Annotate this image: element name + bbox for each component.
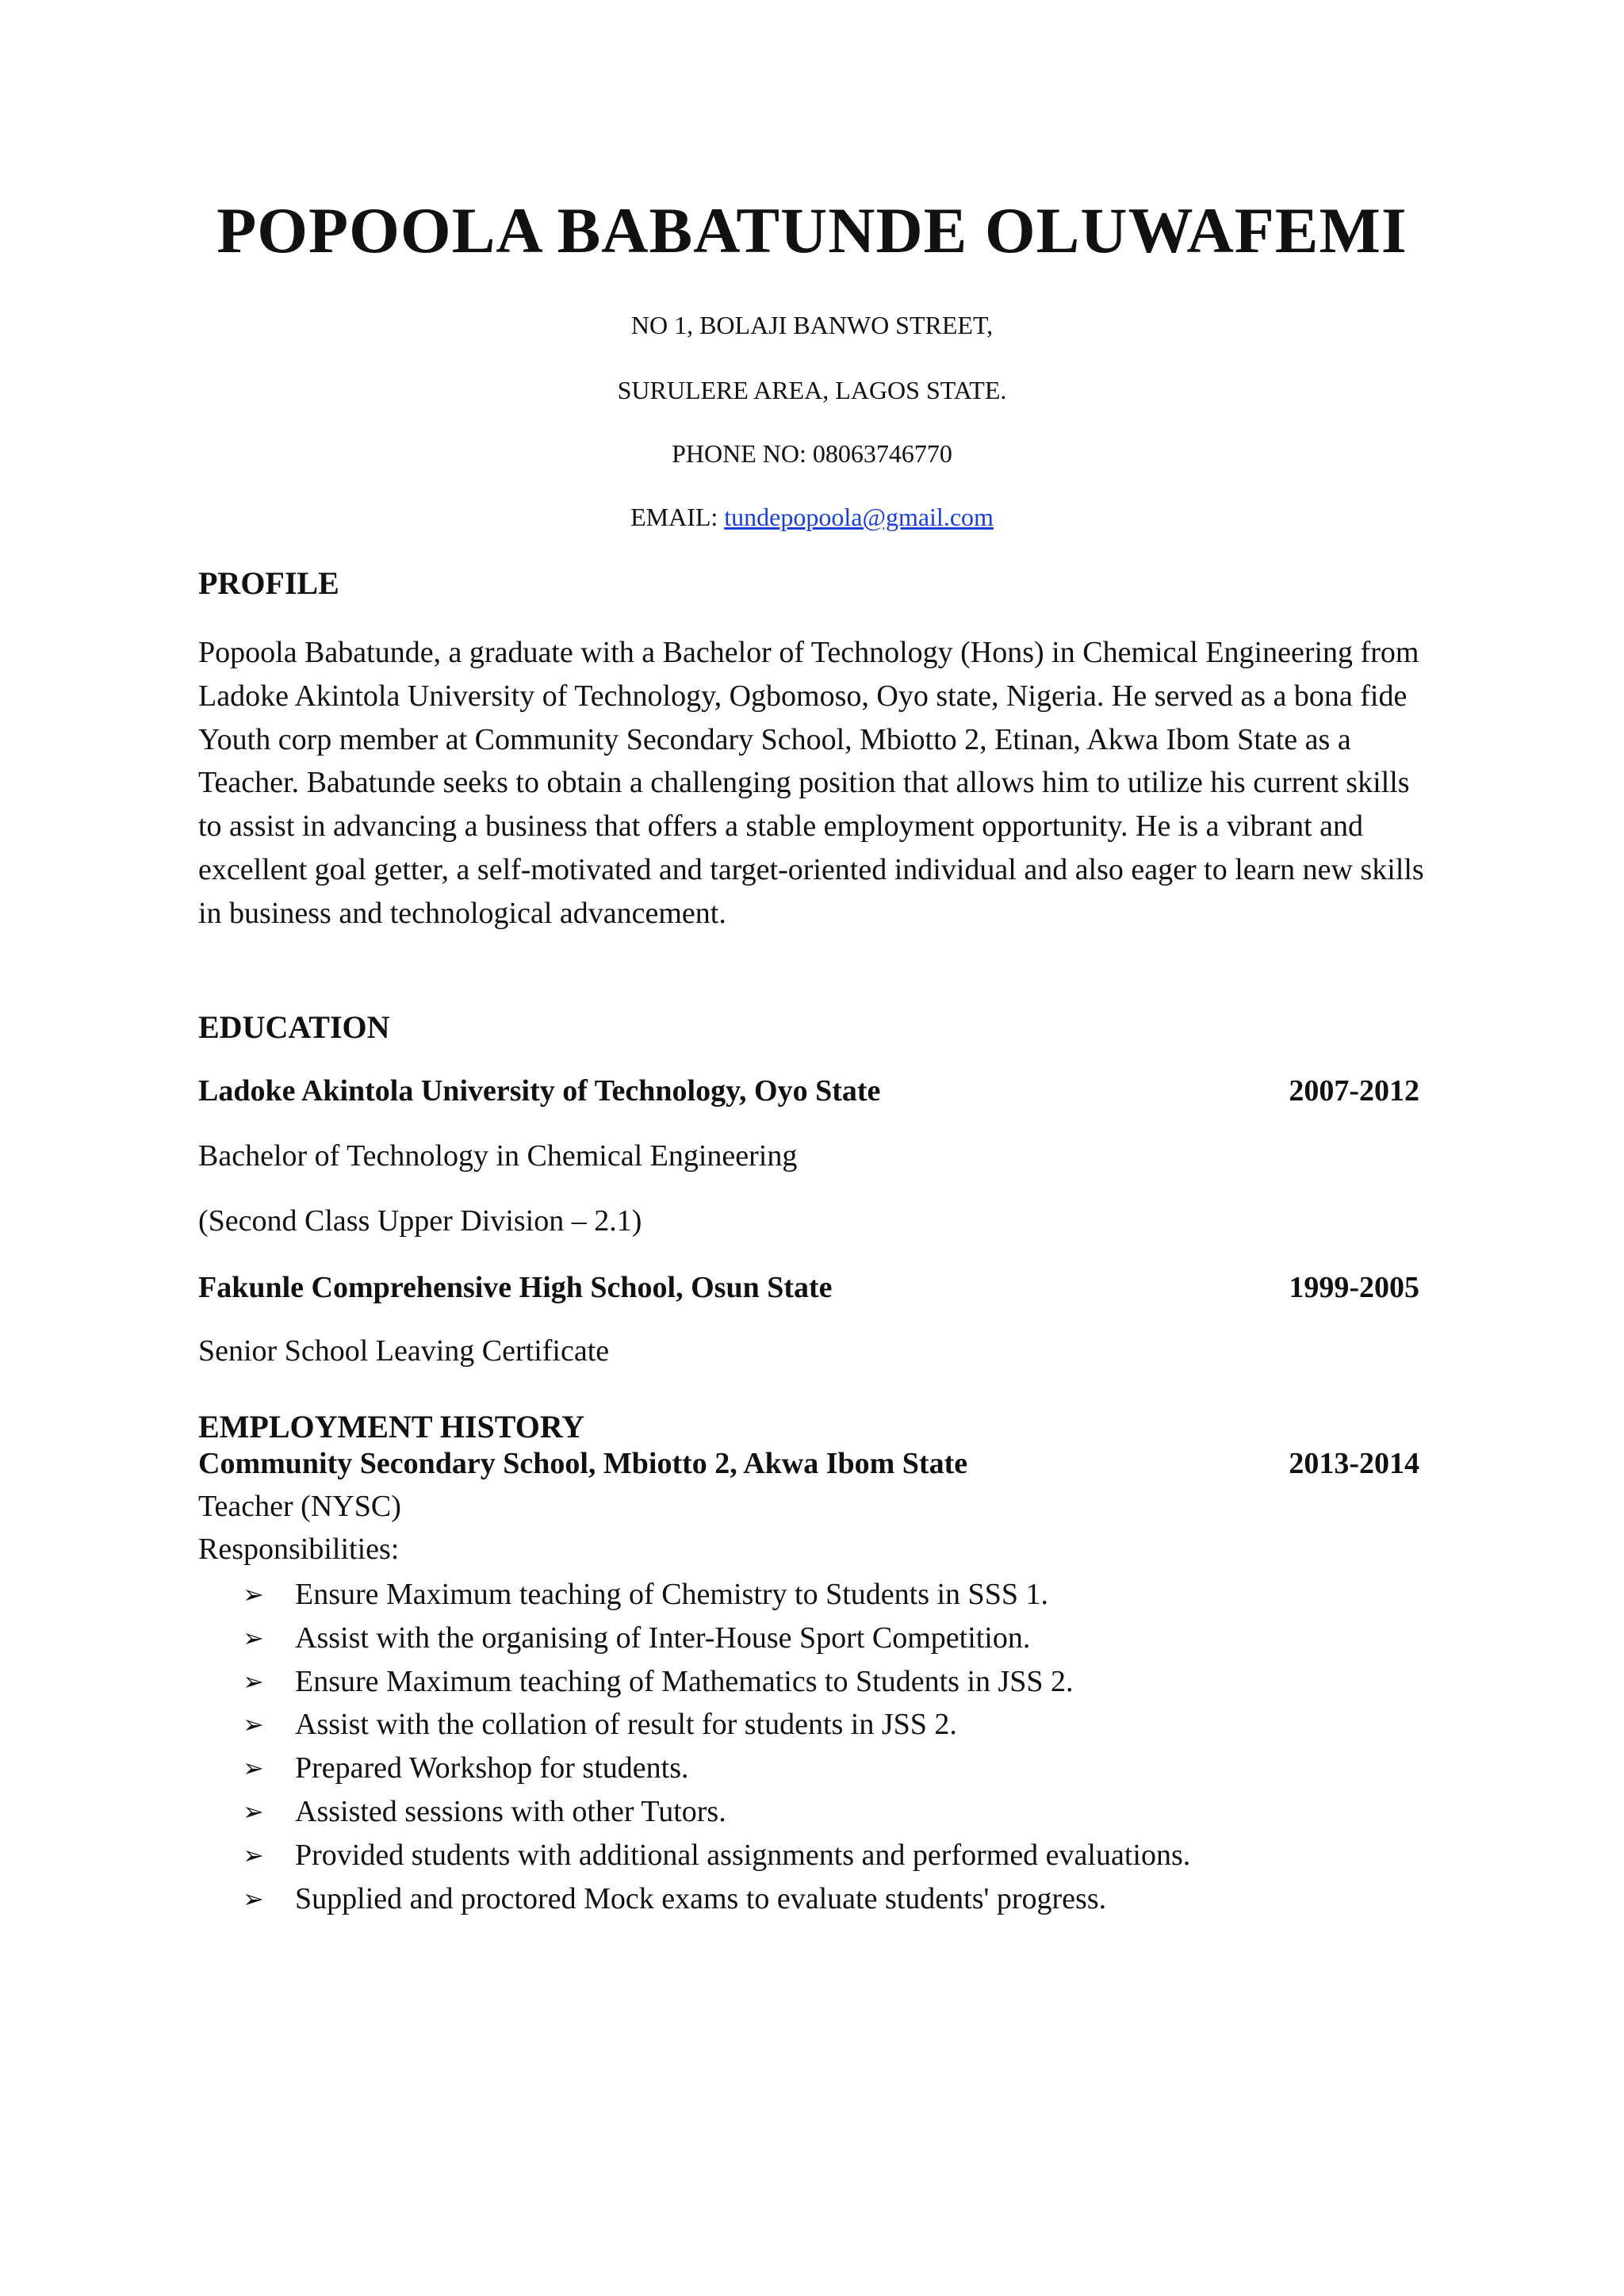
address-line-1: NO 1, BOLAJI BANWO STREET,: [630, 311, 994, 339]
list-item: ➢ Supplied and proctored Mock exams to evaluate students' progress.: [243, 1877, 1432, 1921]
arrow-bullet-icon: ➢: [243, 1579, 264, 1609]
education-years: 1999-2005: [1289, 1271, 1419, 1304]
profile-heading: PROFILE: [198, 565, 339, 601]
employment-heading: EMPLOYMENT HISTORY: [198, 1409, 585, 1445]
education-institution: Fakunle Comprehensive High School, Osun State: [198, 1271, 833, 1304]
candidate-name: POPOOLA BABATUNDE OLUWAFEMI: [216, 194, 1408, 266]
responsibilities-label: Responsibilities:: [198, 1533, 400, 1566]
list-item: ➢ Ensure Maximum teaching of Chemistry to Students in SSS 1.: [243, 1573, 1432, 1617]
list-item: ➢ Prepared Workshop for students.: [243, 1747, 1432, 1790]
employment-entry-header: [198, 1446, 1419, 1481]
email-link[interactable]: tundepopoola@gmail.com: [724, 503, 994, 531]
employer-name: Community Secondary School, Mbiotto 2, Akwa Ibom State: [198, 1447, 968, 1480]
email-line: [0, 503, 1624, 532]
arrow-bullet-icon: ➢: [243, 1666, 264, 1697]
list-item: ➢ Assist with the organising of Inter-House Sport Competition.: [243, 1617, 1432, 1660]
list-item: ➢ Assisted sessions with other Tutors.: [243, 1790, 1432, 1834]
address-line-2: SURULERE AREA, LAGOS STATE.: [617, 376, 1007, 404]
education-heading: EDUCATION: [198, 1009, 390, 1045]
list-item: ➢ Assist with the collation of result for students in JSS 2.: [243, 1703, 1432, 1747]
list-item: ➢ Ensure Maximum teaching of Mathematics to Students in JSS 2.: [243, 1660, 1432, 1704]
list-item: ➢ Provided students with additional assignments and performed evaluations.: [243, 1834, 1432, 1877]
phone-number: PHONE NO: 08063746770: [672, 439, 952, 468]
education-grade: (Second Class Upper Division – 2.1): [198, 1204, 642, 1238]
email-label: EMAIL:: [630, 503, 718, 531]
employment-role: Teacher (NYSC): [198, 1490, 401, 1523]
profile-paragraph: Popoola Babatunde, a graduate with a Bachelor of Technology (Hons) in Chemical Engineering from Ladoke Akintola University of Technology, Ogbomoso, Oyo state, Nigeria. He served as a bona fide Youth corp member at Community Secondary School, Mbiotto 2, Etinan, Akwa Ibom State as a Teacher. Babatunde seeks to obtain a challenging position that allows him to utilize his current skills to assist in advancing a business that offers a stable employment opportunity. He is a vibrant and excellent goal getter, a self-motivated and target-oriented individual and also eager to learn new skills in business and technological advancement.: [198, 636, 1424, 930]
education-degree: Senior School Leaving Certificate: [198, 1334, 610, 1368]
arrow-bullet-icon: ➢: [243, 1709, 264, 1740]
arrow-bullet-icon: ➢: [243, 1883, 264, 1914]
education-degree: Bachelor of Technology in Chemical Engineering: [198, 1139, 798, 1173]
arrow-bullet-icon: ➢: [243, 1753, 264, 1784]
responsibilities-list: [243, 1573, 1432, 1920]
education-entry-2-header: [198, 1270, 1419, 1305]
employment-years: 2013-2014: [1289, 1447, 1419, 1480]
arrow-bullet-icon: ➢: [243, 1796, 264, 1827]
education-institution: Ladoke Akintola University of Technology, Oyo State: [198, 1074, 881, 1108]
arrow-bullet-icon: ➢: [243, 1622, 264, 1653]
education-entry-1-header: [198, 1073, 1419, 1108]
arrow-bullet-icon: ➢: [243, 1839, 264, 1870]
education-years: 2007-2012: [1289, 1074, 1419, 1108]
